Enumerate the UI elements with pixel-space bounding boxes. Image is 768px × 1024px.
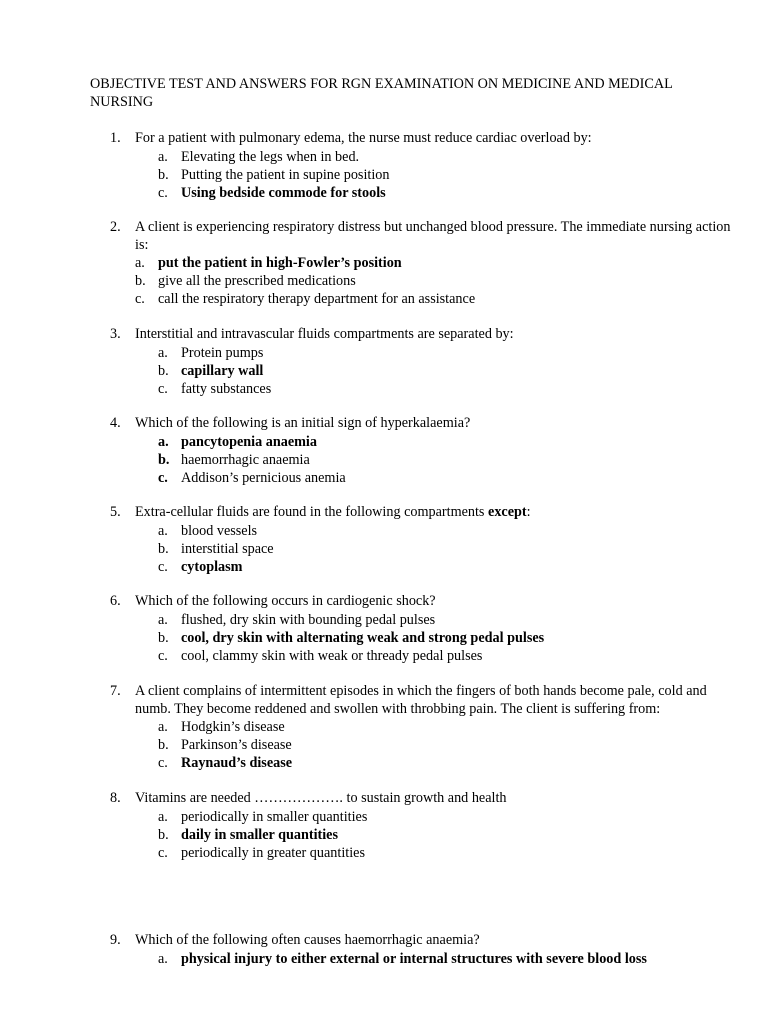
option-text: Hodgkin’s disease <box>181 719 285 735</box>
option-a <box>0 522 768 540</box>
question-emphasis: except <box>488 504 527 520</box>
option-text: periodically in smaller quantities <box>181 808 368 825</box>
option-text: call the respiratory therapy department for an assistance <box>158 291 476 307</box>
question-2 <box>0 219 768 308</box>
option-a <box>0 611 768 629</box>
option-letter: a. <box>158 611 168 628</box>
question-4 <box>0 415 768 487</box>
option-letter: a. <box>158 344 168 361</box>
option-text: put the patient in high-Fowler’s position <box>158 255 402 271</box>
question-9 <box>0 932 768 968</box>
question-text: Which of the following is an initial sign of hyperkalaemia? <box>135 415 471 431</box>
option-letter: a. <box>158 950 168 967</box>
option-text: periodically in greater quantities <box>181 844 365 861</box>
option-letter: c. <box>158 647 168 664</box>
question-number: 9. <box>110 932 121 948</box>
question-number: 2. <box>110 219 121 235</box>
option-text: capillary wall <box>181 362 264 379</box>
question-3 <box>0 326 768 398</box>
option-a <box>0 344 768 362</box>
question-text: For a patient with pulmonary edema, the nurse must reduce cardiac overload by: <box>135 130 592 146</box>
question-text-part: : <box>526 504 531 520</box>
question-text-part: Extra-cellular fluids are found in the following compartments <box>135 504 489 520</box>
question-number: 1. <box>110 130 121 146</box>
question-6 <box>0 593 768 665</box>
question-number: 7. <box>110 683 121 699</box>
option-text: Elevating the legs when in bed. <box>181 148 360 165</box>
question-text: Vitamins are needed ………………. to sustain growth and health <box>135 790 507 806</box>
option-text: pancytopenia anaemia <box>181 433 317 450</box>
option-text: Using bedside commode for stools <box>181 184 386 201</box>
question-text: Which of the following often causes haemorrhagic anaemia? <box>135 932 480 948</box>
question-5 <box>0 504 768 576</box>
option-b <box>0 451 768 469</box>
question-text: A client is experiencing respiratory distress but unchanged blood pressure. The immediate nursing action is: <box>135 219 731 253</box>
option-text: cytoplasm <box>181 558 243 575</box>
option-letter: a. <box>135 255 145 271</box>
question-number: 4. <box>110 415 121 431</box>
question-text: Interstitial and intravascular fluids compartments are separated by: <box>135 326 514 342</box>
option-letter: b. <box>158 540 169 557</box>
option-c <box>0 380 768 398</box>
option-text: flushed, dry skin with bounding pedal pulses <box>181 611 436 628</box>
document-title: OBJECTIVE TEST AND ANSWERS FOR RGN EXAMINATION ON MEDICINE AND MEDICAL NURSING <box>90 76 673 110</box>
option-b-answer <box>0 629 768 647</box>
option-text: Protein pumps <box>181 344 264 361</box>
option-text: physical injury to either external or internal structures with severe blood loss <box>181 950 647 967</box>
question-text <box>135 504 735 522</box>
option-letter: b. <box>158 737 169 753</box>
option-b-answer <box>0 362 768 380</box>
option-text: fatty substances <box>181 380 272 397</box>
option-letter: a. <box>158 808 168 825</box>
question-7 <box>0 683 768 772</box>
option-a-answer <box>0 950 768 968</box>
option-c <box>0 290 768 308</box>
question-1 <box>0 130 768 202</box>
question-number: 5. <box>110 504 121 520</box>
question-number: 6. <box>110 593 121 609</box>
question-number: 3. <box>110 326 121 342</box>
option-text: Addison’s pernicious anemia <box>181 469 346 486</box>
option-text: cool, clammy skin with weak or thready pedal pulses <box>181 647 483 664</box>
option-text: give all the prescribed medications <box>158 273 356 289</box>
option-a-answer <box>0 433 768 451</box>
option-b <box>0 166 768 184</box>
option-a <box>0 148 768 166</box>
option-a <box>0 808 768 826</box>
question-8 <box>0 790 768 862</box>
option-letter: c. <box>135 291 145 307</box>
option-text: Raynaud’s disease <box>181 755 293 771</box>
option-c <box>0 469 768 487</box>
option-b <box>0 272 768 290</box>
option-letter: c. <box>158 469 168 486</box>
option-letter: a. <box>158 522 168 539</box>
question-number: 8. <box>110 790 121 806</box>
option-text: cool, dry skin with alternating weak and strong pedal pulses <box>181 629 545 646</box>
option-b <box>0 736 768 754</box>
option-text: haemorrhagic anaemia <box>181 451 310 468</box>
option-letter: c. <box>158 755 168 771</box>
option-letter: b. <box>158 451 170 468</box>
option-b-answer <box>0 826 768 844</box>
option-letter: b. <box>158 629 169 646</box>
option-text: interstitial space <box>181 540 274 557</box>
option-letter: b. <box>158 826 169 843</box>
option-text: Putting the patient in supine position <box>181 166 390 183</box>
option-c <box>0 844 768 862</box>
option-letter: b. <box>158 362 169 379</box>
option-a-answer <box>0 254 768 272</box>
option-c-answer <box>0 184 768 202</box>
option-letter: c. <box>158 844 168 861</box>
option-letter: b. <box>135 273 146 289</box>
option-a <box>0 718 768 736</box>
question-text: A client complains of intermittent episodes in which the fingers of both hands become pale, cold and numb. They become reddened and swollen with throbbing pain. The client is suffering from: <box>135 683 707 717</box>
option-letter: c. <box>158 558 168 575</box>
option-b <box>0 540 768 558</box>
option-c-answer <box>0 754 768 772</box>
option-letter: a. <box>158 433 169 450</box>
option-letter: b. <box>158 166 169 183</box>
option-text: blood vessels <box>181 522 258 539</box>
option-letter: a. <box>158 719 168 735</box>
option-letter: c. <box>158 380 168 397</box>
option-c <box>0 647 768 665</box>
option-c-answer <box>0 558 768 576</box>
option-text: Parkinson’s disease <box>181 737 292 753</box>
question-text: Which of the following occurs in cardiogenic shock? <box>135 593 436 609</box>
option-letter: a. <box>158 148 168 165</box>
option-text: daily in smaller quantities <box>181 826 339 843</box>
option-letter: c. <box>158 184 168 201</box>
